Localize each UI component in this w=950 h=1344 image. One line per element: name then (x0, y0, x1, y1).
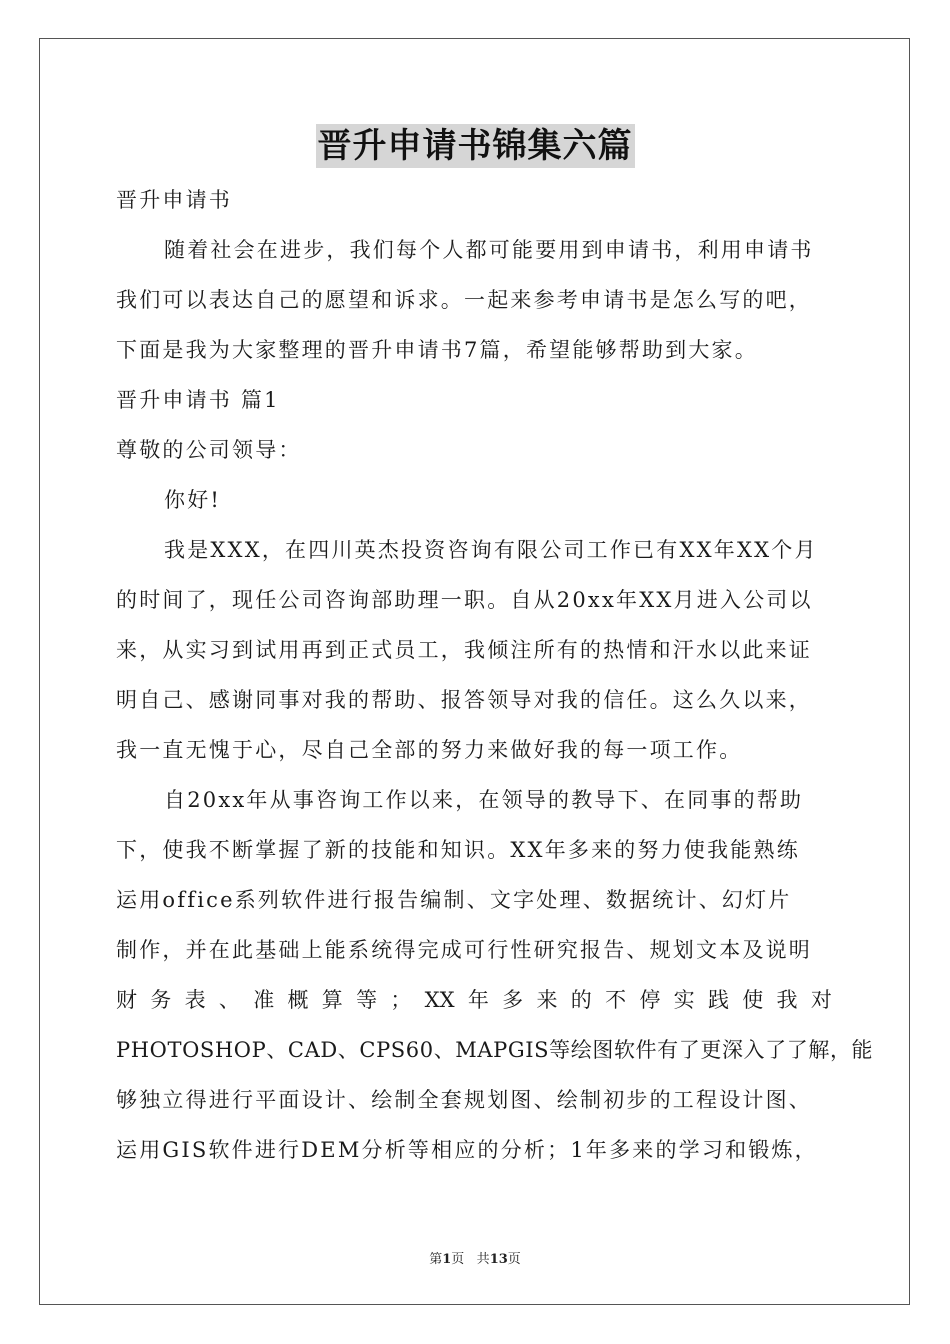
spread-token: 、 (218, 988, 240, 1012)
spread-token: 不 (605, 988, 627, 1012)
greeting: 你好! (164, 488, 222, 512)
spread-token: 表 (184, 988, 206, 1012)
footer-total-suffix: 页 (507, 1252, 521, 1267)
spread-token: 对 (810, 988, 832, 1012)
spread-token: 财 (116, 988, 137, 1012)
spread-token: 我 (776, 988, 798, 1012)
spread-token: 务 (150, 988, 172, 1012)
paragraph-line: 我是XXX，在四川英杰投资咨询有限公司工作已有XX年XX个月 (164, 538, 818, 562)
paragraph-line: 够独立得进行平面设计、绘制全套规划图、绘制初步的工程设计图、 (116, 1088, 812, 1112)
spread-token: 实 (673, 988, 695, 1012)
paragraph-line: 运用office系列软件进行报告编制、文字处理、数据统计、幻灯片 (116, 888, 792, 912)
paragraph-line: 的时间了，现任公司咨询部助理一职。自从20xx年XX月进入公司以 (116, 588, 813, 612)
spread-token: 使 (742, 988, 764, 1012)
paragraph-line: 制作，并在此基础上能系统得完成可行性研究报告、规划文本及说明 (116, 938, 812, 962)
spread-token: 等 (356, 988, 378, 1012)
paragraph-line: 我们可以表达自己的愿望和诉求。一起来参考申请书是怎么写的吧， (116, 288, 812, 312)
spread-token: 算 (321, 988, 343, 1012)
document-title: 晋升申请书锦集六篇 (317, 126, 633, 166)
section-heading: 晋升申请书 (116, 188, 232, 212)
footer-total-prefix: 共 (476, 1252, 490, 1267)
footer-page-prefix: 第 (429, 1252, 443, 1267)
salutation: 尊敬的公司领导： (116, 438, 302, 462)
paragraph-line: 随着社会在进步，我们每个人都可能要用到申请书，利用申请书 (164, 238, 814, 262)
paragraph-line: 我一直无愧于心，尽自己全部的努力来做好我的每一项工作。 (116, 738, 743, 762)
spread-token: 的 (570, 988, 592, 1012)
spread-token: 准 (253, 988, 275, 1012)
paragraph-line: PHOTOSHOP、CAD、CPS60、MAPGIS等绘图软件有了更深入了了解，能 (116, 1038, 874, 1062)
article-heading: 晋升申请书 篇1 (116, 388, 280, 412)
paragraph-line: 明自己、感谢同事对我的帮助、报答领导对我的信任。这么久以来， (116, 688, 812, 712)
paragraph-line: 下，使我不断掌握了新的技能和知识。XX年多来的努力使我能熟练 (116, 838, 800, 862)
spread-token: 概 (287, 988, 309, 1012)
spread-token: 来 (536, 988, 558, 1012)
footer-page-suffix: 页 (451, 1252, 465, 1267)
spread-token: XX (424, 988, 455, 1012)
footer-page-number: 1 (442, 1252, 452, 1267)
page-border (39, 38, 910, 1305)
paragraph-line: 下面是我为大家整理的晋升申请书7篇，希望能够帮助到大家。 (116, 338, 758, 362)
paragraph-line: 运用GIS软件进行DEM分析等相应的分析；1年多来的学习和锻炼， (116, 1138, 818, 1162)
spread-paragraph-line (116, 986, 832, 1014)
footer-total-number: 13 (489, 1252, 508, 1267)
spread-token: ； (390, 988, 412, 1012)
paragraph-line: 来，从实习到试用再到正式员工，我倾注所有的热情和汗水以此来证 (116, 638, 812, 662)
paragraph-line: 自20xx年从事咨询工作以来，在领导的教导下、在同事的帮助 (164, 788, 804, 812)
spread-token: 多 (502, 988, 524, 1012)
page-footer (0, 1248, 950, 1267)
title-container (0, 124, 950, 168)
spread-token: 践 (707, 988, 729, 1012)
spread-token: 停 (639, 988, 661, 1012)
spread-token: 年 (467, 988, 489, 1012)
